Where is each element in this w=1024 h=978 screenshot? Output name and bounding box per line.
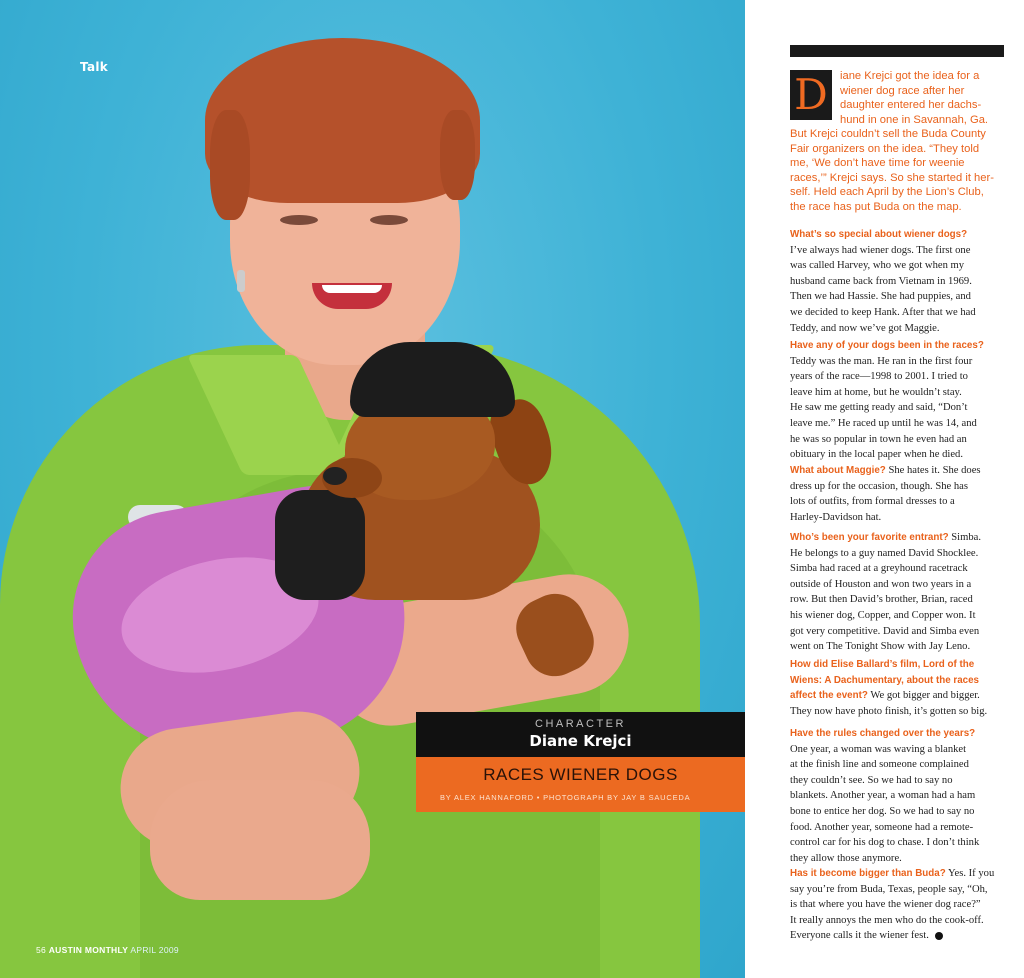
qa-line [790, 385, 1004, 401]
qa-line [790, 657, 1004, 673]
qa-line [790, 447, 1004, 463]
answer-text: blankets. Another year, a woman had a ham [790, 790, 976, 802]
qa-line [790, 673, 1004, 689]
answer-text: got very competitive. David and Simba even [790, 625, 980, 637]
qa-line [790, 561, 1004, 577]
answer-text: bone to entice her dog. So we had to say no [790, 805, 975, 817]
question-text: affect the event? [790, 690, 868, 702]
answer-text: Harley-Davidson hat. [790, 511, 882, 523]
qa-line [790, 479, 1004, 495]
qa-line [790, 882, 1004, 898]
publication-name: AUSTIN MONTHLY [48, 945, 129, 955]
headline: RACES WIENER DOGS [483, 765, 678, 784]
earring [237, 270, 245, 292]
qa-line [790, 369, 1004, 385]
intro-line: the race has put Buda on the map. [790, 200, 962, 213]
answer-text: We got bigger and bigger. [867, 690, 980, 702]
intro-line: me, ‘We don’t have time for weenie [790, 157, 965, 169]
qa-block [790, 866, 1004, 944]
qa-line [790, 928, 1004, 944]
qa-line [790, 400, 1004, 416]
answer-text: at the finish line and someone complained [790, 759, 969, 771]
qa-line [790, 592, 1004, 608]
qa-line [790, 274, 1004, 290]
qa-block [790, 530, 1004, 655]
issue-date: APRIL 2009 [130, 945, 179, 955]
answer-text: was called Harvey, who we got when my [790, 260, 965, 272]
question-text: Have any of your dogs been in the races? [790, 340, 984, 351]
qa-line [790, 624, 1004, 640]
question-text: What about Maggie? [790, 465, 886, 476]
answer-text: Simba had raced at a greyhound racetrack [790, 563, 968, 575]
qa-line [790, 788, 1004, 804]
answer-text: They now have photo finish, it’s gotten so big. [790, 705, 988, 717]
qa-line [790, 913, 1004, 929]
title-card [416, 712, 745, 812]
answer-text: his wiener dog, Copper, and Copper won. It [790, 609, 976, 621]
qa-line [790, 243, 1004, 259]
folio [36, 945, 179, 955]
qa-line [790, 354, 1004, 370]
answer-text: He saw me getting ready and said, “Don’t [790, 402, 968, 414]
answer-text: Everyone calls it the wiener fest. [790, 930, 929, 942]
intro-line: iane Krejci got the idea for a [840, 70, 980, 82]
qa-line [790, 726, 1004, 742]
qa-line [790, 289, 1004, 305]
qa-line [790, 773, 1004, 789]
question-text: Wiens: A Dachumentary, about the races [790, 674, 980, 686]
qa-line [790, 704, 1004, 720]
answer-text: Simba. [948, 532, 981, 543]
answer-text: is that where you have the wiener dog race?” [790, 899, 981, 911]
qa-block [790, 657, 1004, 719]
qa-line [790, 820, 1004, 836]
answer-text: outside of Houston and won two years in a [790, 578, 972, 590]
intro-line: wiener dog race after her [840, 84, 965, 97]
qa-block [790, 227, 1004, 336]
answer-text: leave me.” He raced up until he was 14, and [790, 417, 977, 429]
question-text: How did Elise Ballard’s film, Lord of the [790, 659, 975, 670]
qa-line [790, 338, 1004, 354]
qa-line [790, 530, 1004, 546]
qa-line [790, 851, 1004, 867]
answer-text: went on The Tonight Show with Jay Leno. [790, 641, 971, 653]
qa-line [790, 546, 1004, 562]
intro-line: races,’” Krejci says. So she started it her- [790, 171, 994, 184]
qa-block [790, 338, 1004, 463]
qa-line [790, 804, 1004, 820]
qa-line [790, 305, 1004, 321]
qa-line [790, 321, 1004, 337]
section-tag: Talk [80, 60, 109, 74]
article-column [790, 0, 1004, 978]
answer-text: obituary in the local paper when he died. [790, 449, 963, 461]
qa-line [790, 835, 1004, 851]
card-kicker: CHARACTER [535, 718, 626, 730]
answer-text: She hates it. She does [885, 465, 981, 476]
answer-text: Yes. If you [945, 868, 995, 879]
question-text: Who’s been your favorite entrant? [790, 532, 949, 543]
qa-line [790, 688, 1004, 704]
question-text: Has it become bigger than Buda? [790, 868, 946, 879]
qa-line [790, 227, 1004, 243]
page-number: 56 [36, 945, 47, 955]
end-mark-icon [935, 932, 943, 940]
answer-text: lots of outfits, from formal dresses to a [790, 496, 955, 508]
answer-text: row. But then David’s brother, Brian, raced [790, 594, 973, 606]
answer-text: leave him at home, but he wouldn’t stay. [790, 386, 962, 398]
answer-text: we decided to keep Hank. After that we had [790, 306, 976, 318]
qa-line [790, 494, 1004, 510]
qa-line [790, 639, 1004, 655]
qa-block [790, 463, 1004, 525]
answer-text: years of the race—1998 to 2001. I tried to [790, 371, 968, 383]
answer-text: husband came back from Vietnam in 1969. [790, 275, 972, 287]
qa-line [790, 742, 1004, 758]
qa-line [790, 757, 1004, 773]
answer-text: food. Another year, someone had a remote- [790, 821, 974, 833]
intro-line: But Krejci couldn’t sell the Buda County [790, 128, 986, 140]
answer-text: dress up for the occasion, though. She has [790, 480, 968, 492]
qa-line [790, 510, 1004, 526]
qa-line [790, 258, 1004, 274]
answer-text: control car for his dog to chase. I don’t think [790, 837, 980, 849]
intro-line: self. Held each April by the Lion’s Club, [790, 186, 984, 198]
answer-text: they couldn’t see. So we had to say no [790, 774, 953, 786]
column-rule [790, 45, 1004, 57]
question-text: What’s so special about wiener dogs? [790, 229, 968, 240]
qa-line [790, 463, 1004, 479]
answer-text: I’ve always had wiener dogs. The first one [790, 244, 971, 256]
byline-credit: BY ALEX HANNAFORD • PHOTOGRAPH BY JAY B SAUCEDA [440, 793, 691, 802]
answer-text: Teddy was the man. He ran in the first four [790, 355, 973, 367]
qa-block [790, 726, 1004, 866]
intro-line: daughter entered her dachs- [840, 99, 982, 111]
answer-text: One year, a woman was waving a blanket [790, 743, 967, 755]
intro-line: hund in one in Savannah, Ga. [840, 113, 989, 126]
qa-line [790, 897, 1004, 913]
answer-text: he was so popular in town he even had an [790, 433, 967, 445]
answer-text: Teddy, and now we’ve got Maggie. [790, 322, 940, 334]
answer-text: say you’re from Buda, Texas, people say, “Oh, [790, 883, 988, 895]
intro-line: Fair organizers on the idea. “They told [790, 142, 980, 155]
question-text: Have the rules changed over the years? [790, 728, 976, 739]
dog-cap [350, 342, 515, 417]
drop-cap: D [790, 70, 832, 120]
hand [150, 780, 370, 900]
qa-line [790, 432, 1004, 448]
qa-line [790, 866, 1004, 882]
qa-line [790, 608, 1004, 624]
qa-line [790, 577, 1004, 593]
subject-name: Diane Krejci [529, 732, 632, 750]
answer-text: He belongs to a guy named David Shocklee. [790, 547, 979, 559]
answer-text: Then we had Hassie. She had puppies, and [790, 291, 971, 303]
answer-text: they allow those anymore. [790, 852, 902, 864]
answer-text: It really annoys the men who do the cook-off. [790, 914, 984, 926]
qa-line [790, 416, 1004, 432]
